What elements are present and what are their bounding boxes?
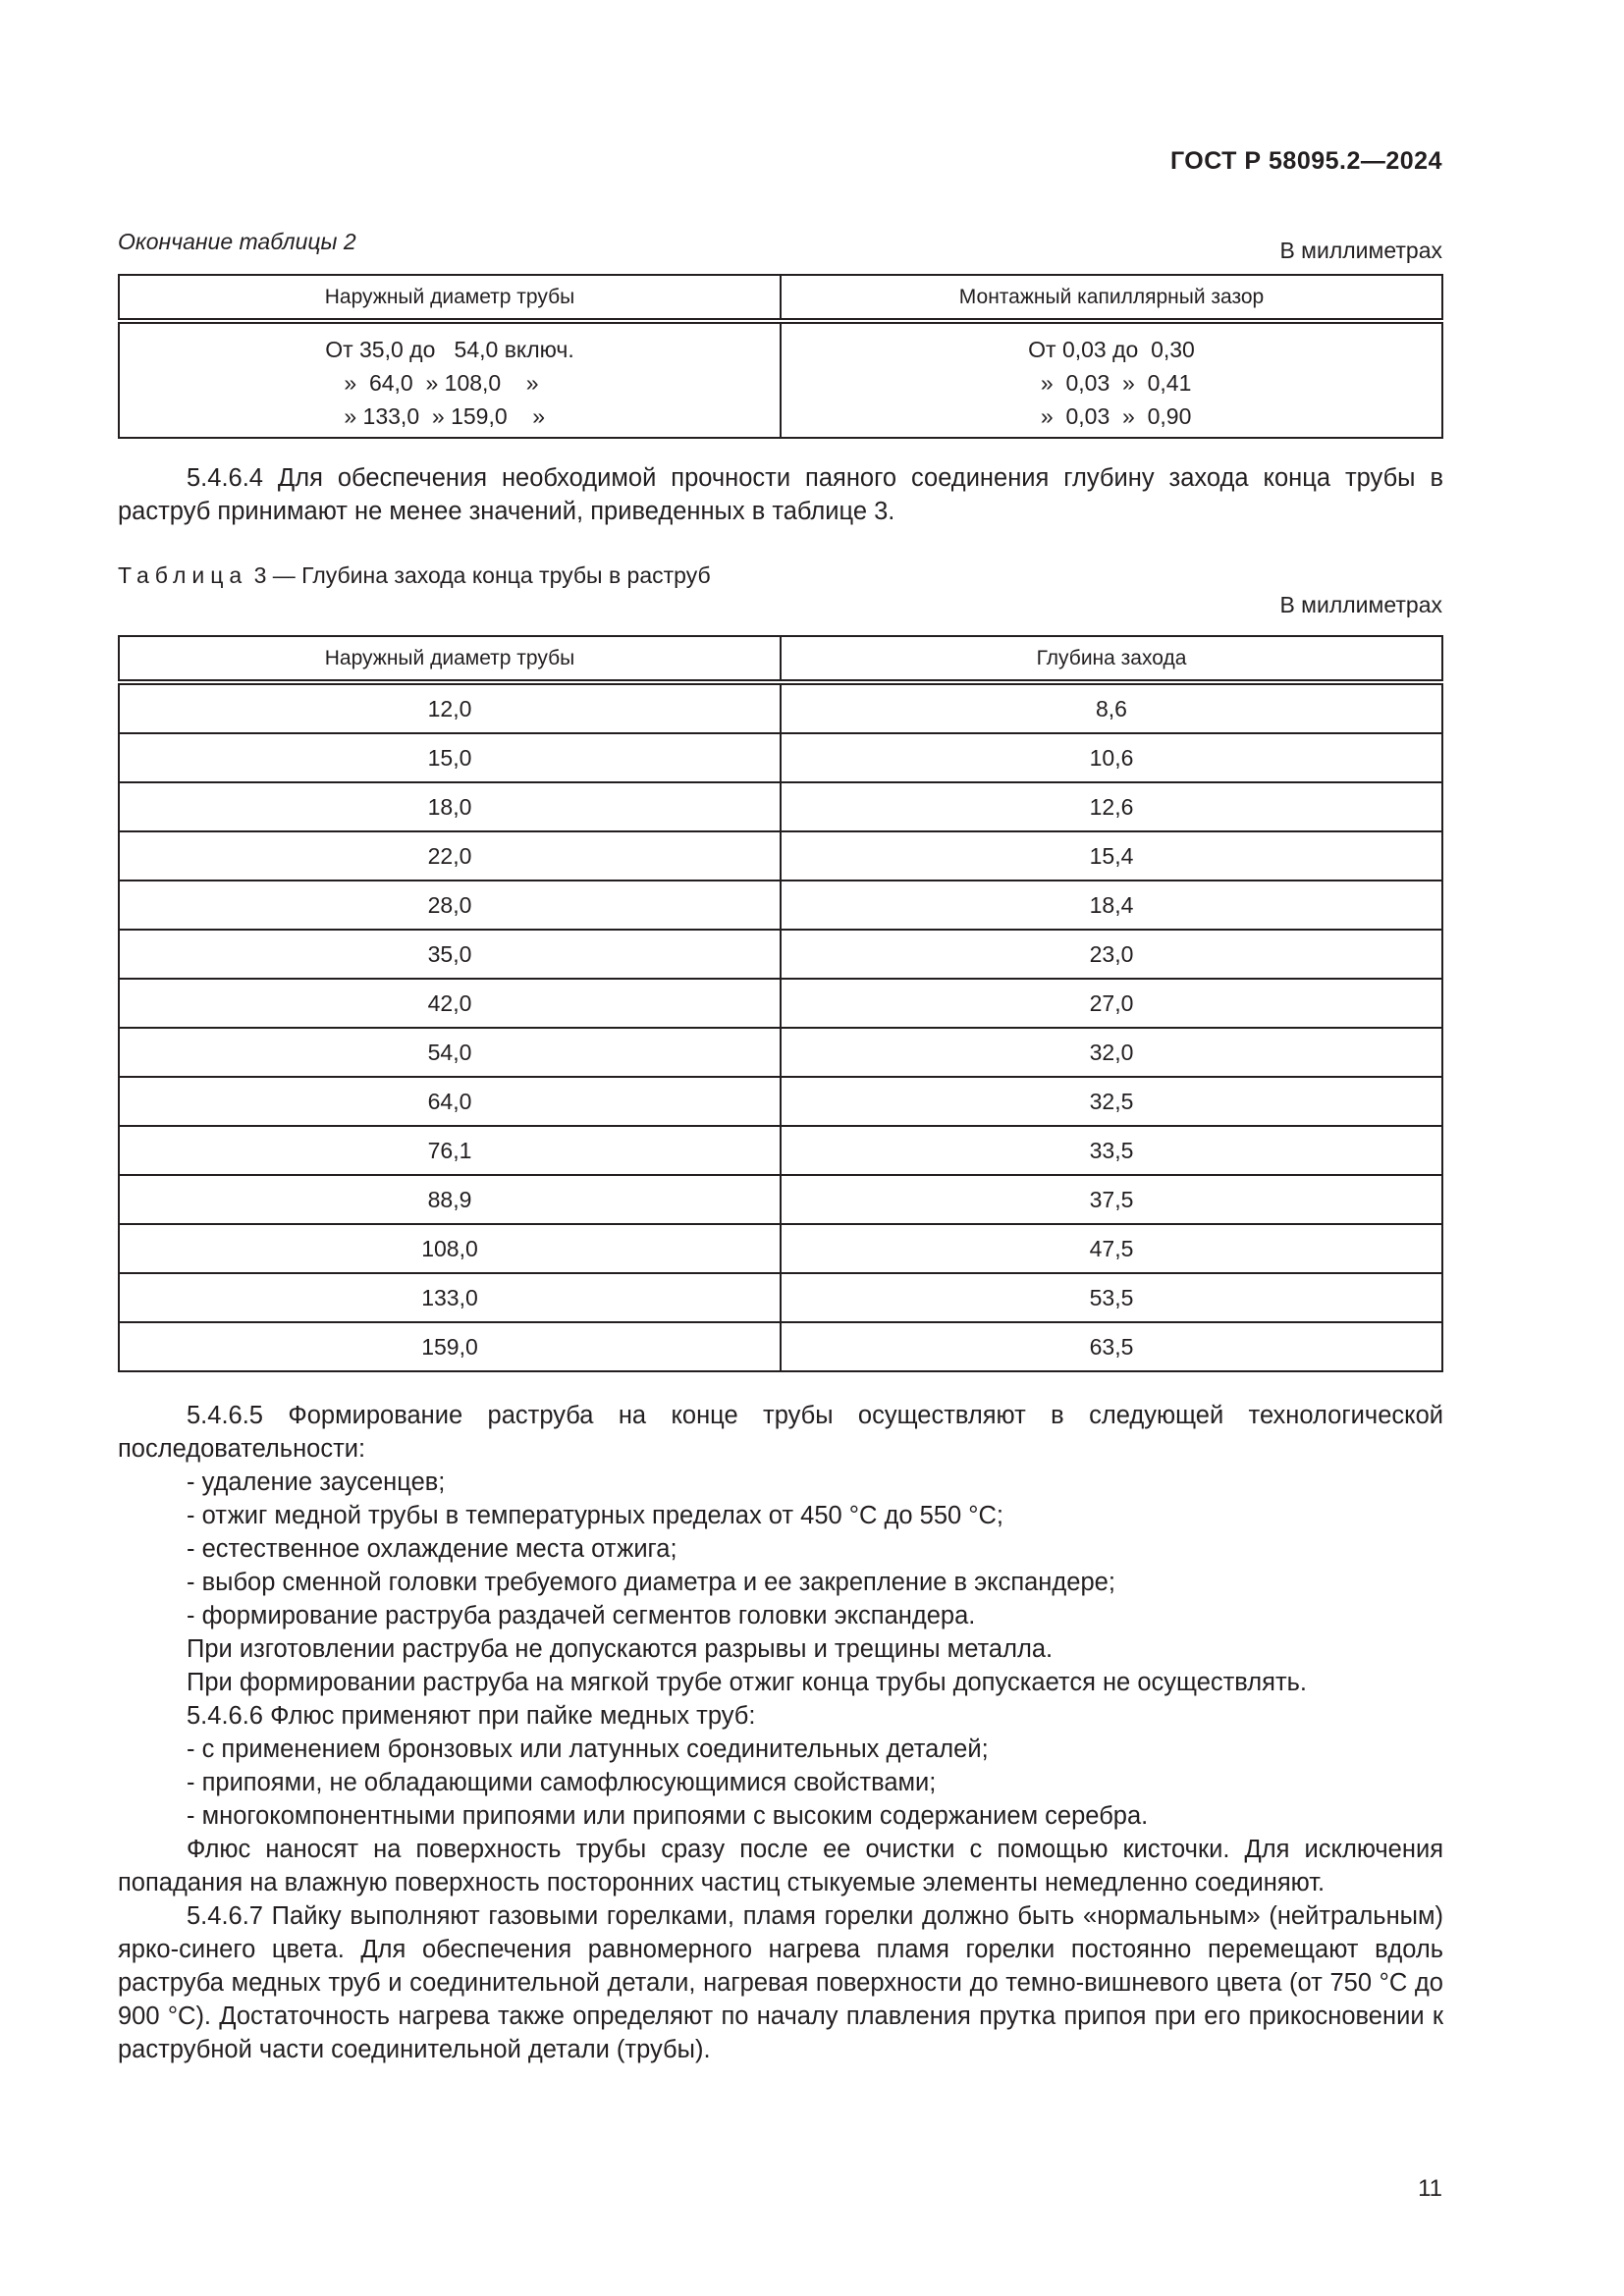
cell-diameter: 159,0	[119, 1322, 781, 1371]
list-item: - с применением бронзовых или латунных соединительных деталей;	[187, 1735, 989, 1763]
table-row	[119, 682, 1442, 733]
table3-title-prefix: Таблица	[118, 562, 248, 588]
cell-diameter: 15,0	[119, 733, 781, 782]
paragraph-5466-intro: 5.4.6.6 Флюс применяют при пайке медных труб:	[187, 1702, 756, 1730]
table-row	[119, 1224, 1442, 1273]
list-item: - выбор сменной головки требуемого диаметра и ее закрепление в экспандере;	[187, 1569, 1115, 1596]
paragraph-note: При изготовлении раструба не допускаются разрывы и трещины металла.	[187, 1635, 1054, 1663]
table3-header-row	[119, 636, 1442, 682]
table-row	[119, 782, 1442, 831]
table-row	[119, 1322, 1442, 1371]
page-number: 11	[1418, 2175, 1442, 2202]
cell-depth: 23,0	[781, 930, 1442, 979]
cell-depth: 15,4	[781, 831, 1442, 881]
cell-depth: 8,6	[781, 682, 1442, 733]
cell-diameter: 76,1	[119, 1126, 781, 1175]
list-item: - удаление заусенцев;	[187, 1468, 446, 1496]
cell-depth: 63,5	[781, 1322, 1442, 1371]
table2-cell	[119, 321, 781, 438]
cell-depth: 33,5	[781, 1126, 1442, 1175]
table-row	[119, 979, 1442, 1028]
cell-depth: 32,0	[781, 1028, 1442, 1077]
cell-diameter: 108,0	[119, 1224, 781, 1273]
cell-diameter: 88,9	[119, 1175, 781, 1224]
cell-diameter: 64,0	[119, 1077, 781, 1126]
cell-diameter: 12,0	[119, 682, 781, 733]
cell-diameter: 35,0	[119, 930, 781, 979]
table2-caption: Окончание таблицы 2	[118, 229, 356, 254]
table2	[118, 274, 1443, 439]
table-row	[119, 1077, 1442, 1126]
table3-title	[118, 562, 711, 589]
cell-depth: 37,5	[781, 1175, 1442, 1224]
cell-diameter: 42,0	[119, 979, 781, 1028]
cell-depth: 12,6	[781, 782, 1442, 831]
table2-gap-ranges: От 0,03 до 0,30 » 0,03 » 0,41 » 0,03 » 0,90	[1028, 337, 1195, 429]
paragraph-5467: 5.4.6.7 Пайку выполняют газовыми горелками, пламя горелки должно быть «нормальным» (нейтральным) ярко-синего цвета. Для обеспечения равномерного нагрева пламя горелки постоянно перемещают вдоль раструба медных труб и соединительной детали, нагревая поверхности до темно-вишневого цвета (от 750 °С до 900 °С). Достаточность нагрева также определяют по началу плавления прутка припоя при его прикосновении к раструбной части соединительной детали (трубы).	[118, 1902, 1443, 2063]
table3-units: В миллиметрах	[1279, 592, 1442, 617]
table2-header-row	[119, 275, 1442, 321]
table2-col-gap: Монтажный капиллярный зазор	[781, 275, 1442, 321]
table2-diameter-ranges: От 35,0 до 54,0 включ. » 64,0 » 108,0 » » 133,0 » 159,0 »	[325, 337, 574, 429]
list-item: - формирование раструба раздачей сегментов головки экспандера.	[187, 1602, 976, 1629]
table-row	[119, 733, 1442, 782]
cell-diameter: 133,0	[119, 1273, 781, 1322]
cell-diameter: 18,0	[119, 782, 781, 831]
table-row	[119, 930, 1442, 979]
table3-col-diameter: Наружный диаметр трубы	[119, 636, 781, 682]
list-item: - многокомпонентными припоями или припоями с высоким содержанием серебра.	[187, 1802, 1149, 1830]
cell-depth: 18,4	[781, 881, 1442, 930]
table-row	[119, 881, 1442, 930]
list-item: - припоями, не обладающими самофлюсующимися свойствами;	[187, 1769, 937, 1796]
paragraph-5465-intro: 5.4.6.5 Формирование раструба на конце трубы осуществляют в следующей технологической последовательности:	[118, 1402, 1443, 1463]
table-row	[119, 831, 1442, 881]
cell-depth: 27,0	[781, 979, 1442, 1028]
cell-diameter: 54,0	[119, 1028, 781, 1077]
table2-col-diameter: Наружный диаметр трубы	[119, 275, 781, 321]
paragraph-5464: 5.4.6.4 Для обеспечения необходимой прочности паяного соединения глубину захода конца трубы в раструб принимают не менее значений, приведенных в таблице 3.	[118, 464, 1443, 525]
table3-title-rest: 3 — Глубина захода конца трубы в раструб	[247, 562, 711, 588]
document-code: ГОСТ Р 58095.2—2024	[1169, 147, 1442, 175]
paragraph-note: При формировании раструба на мягкой трубе отжиг конца трубы допускается не осуществлять.	[187, 1669, 1308, 1696]
list-item: - отжиг медной трубы в температурных пределах от 450 °С до 550 °С;	[187, 1502, 1003, 1529]
table-row	[119, 1126, 1442, 1175]
cell-diameter: 28,0	[119, 881, 781, 930]
table-row	[119, 1175, 1442, 1224]
cell-diameter: 22,0	[119, 831, 781, 881]
cell-depth: 53,5	[781, 1273, 1442, 1322]
table-row	[119, 1028, 1442, 1077]
table-row	[119, 1273, 1442, 1322]
cell-depth: 10,6	[781, 733, 1442, 782]
list-item: - естественное охлаждение места отжига;	[187, 1535, 677, 1563]
table2-units: В миллиметрах	[1279, 238, 1442, 263]
table3	[118, 635, 1443, 1372]
table2-cell	[781, 321, 1442, 438]
cell-depth: 32,5	[781, 1077, 1442, 1126]
cell-depth: 47,5	[781, 1224, 1442, 1273]
table2-row	[119, 321, 1442, 438]
paragraph-5466-text: Флюс наносят на поверхность трубы сразу после ее очистки с помощью кисточки. Для исключения попадания на влажную поверхность посторонних частиц стыкуемые элементы немедленно соединяют.	[118, 1836, 1443, 1896]
table3-col-depth: Глубина захода	[781, 636, 1442, 682]
